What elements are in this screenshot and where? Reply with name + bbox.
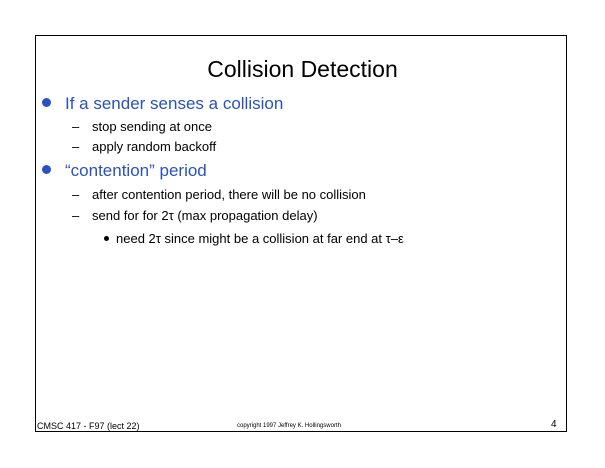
- dash-icon: –: [72, 208, 80, 223]
- dash-icon: –: [72, 119, 80, 134]
- bullet-collision-sensing: [42, 94, 283, 114]
- bullet-text: If a sender senses a collision: [65, 94, 284, 113]
- sub-bullet-text: send for for 2τ (max propagation delay): [92, 208, 318, 223]
- bullet-dot-icon: [42, 98, 51, 107]
- sub-bullet-text: apply random backoff: [92, 139, 217, 154]
- sub-bullet-random-backoff: [72, 139, 216, 154]
- slide-title: Collision Detection: [207, 56, 398, 82]
- footer-course-label: CMSC 417 - F97 (lect 22): [37, 421, 140, 431]
- bullet-text: “contention” period: [65, 161, 207, 180]
- sub-bullet-send-for-2tau: [72, 208, 318, 223]
- sub-sub-bullet-text: need 2τ since might be a collision at far end at τ–ε: [116, 231, 404, 246]
- sub-bullet-stop-sending: [72, 119, 212, 134]
- sub-bullet-text: after contention period, there will be no collision: [92, 187, 366, 202]
- sub-sub-bullet-need-2tau: [104, 231, 404, 246]
- dash-icon: –: [72, 187, 80, 202]
- dash-icon: –: [72, 139, 80, 154]
- page-number: 4: [551, 419, 557, 430]
- sub-bullet-text: stop sending at once: [92, 119, 212, 134]
- bullet-dot-icon: [42, 165, 51, 174]
- sub-bullet-after-contention: [72, 187, 366, 202]
- bullet-contention-period: [42, 161, 207, 181]
- footer-copyright: copyright 1997 Jeffrey K. Hollingsworth: [237, 423, 341, 429]
- small-bullet-dot-icon: [104, 236, 109, 241]
